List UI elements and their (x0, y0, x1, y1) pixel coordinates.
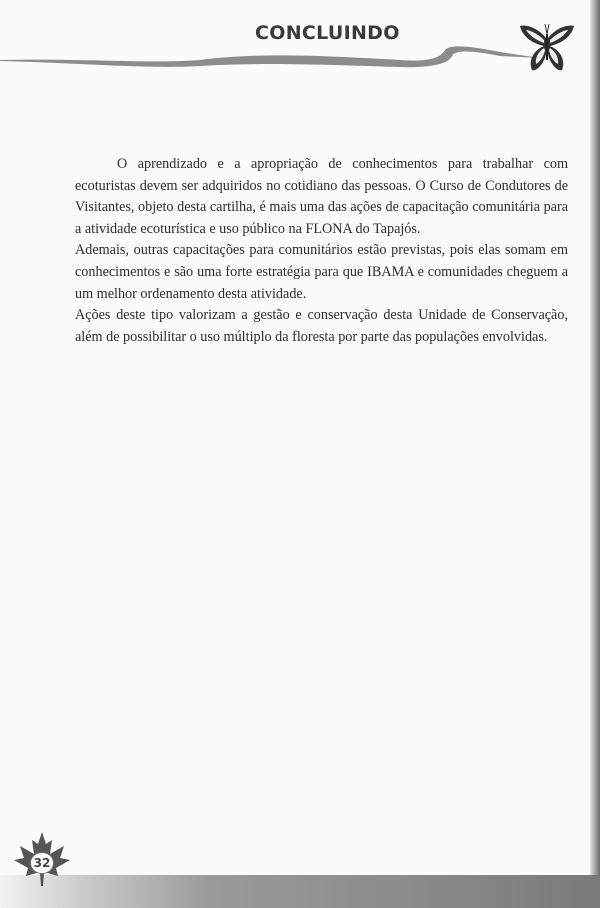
footer-band (0, 875, 600, 908)
paragraph: Ademais, outras capacitações para comunitários estão previstas, pois elas somam em conhecimentos e são uma forte estratégia para que IBAMA e comunidades cheguem a um melhor ordenamento desta atividade. (75, 242, 568, 302)
page-edge-shadow (590, 0, 600, 908)
header-swoosh-decoration (0, 38, 540, 78)
body-text (75, 154, 568, 348)
paragraph: O aprendizado e a apropriação de conhecimentos para trabalhar com ecoturistas devem ser adquiridos no cotidiano das pessoas. O Curso de Condutores de Visitantes, objeto desta cartilha, é mais uma das ações de capacitação comunitária para a atividade ecoturística e uso público na FLONA do Tapajós. (75, 156, 568, 237)
paragraph: Ações deste tipo valorizam a gestão e conservação desta Unidade de Conservação, além de possibilitar o uso múltiplo da floresta por parte das populações envolvidas. (75, 307, 568, 345)
page-title: CONCLUINDO (255, 22, 400, 44)
page-number: 32 (30, 852, 54, 874)
butterfly-icon (518, 20, 576, 78)
